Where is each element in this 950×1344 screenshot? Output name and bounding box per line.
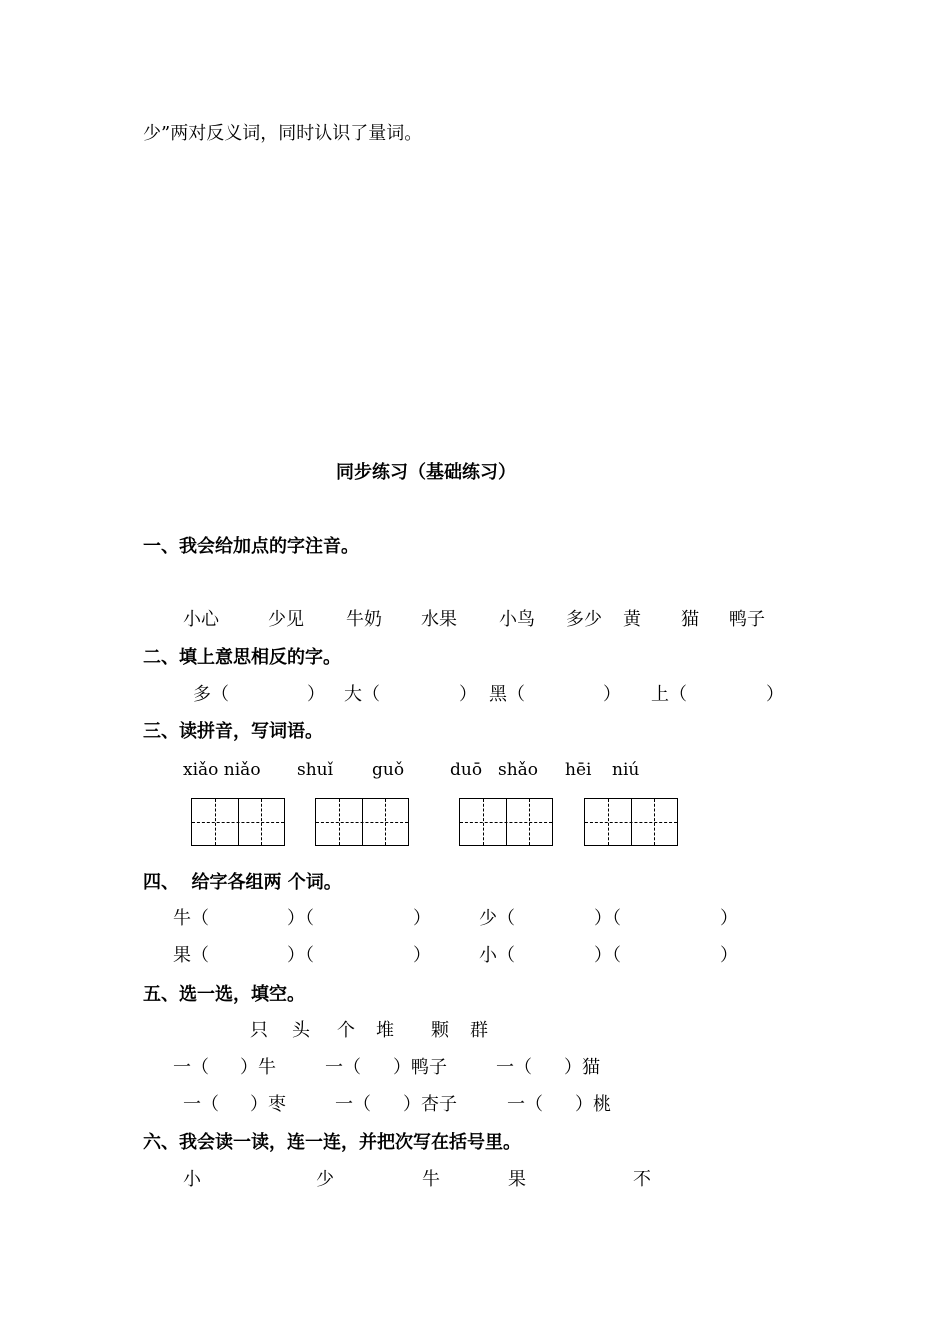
section-3-heading: 三、读拼音，写词语。	[143, 721, 323, 742]
word-group-item: ）（	[287, 908, 314, 929]
fill-item: 一（	[496, 1057, 532, 1078]
word-group-item: 果（	[173, 945, 209, 966]
measure-word-choice: 只	[250, 1020, 268, 1041]
section-1-heading: 一、我会给加点的字注音。	[143, 536, 359, 557]
blank-item: 上（	[651, 684, 687, 705]
match-char: 少	[316, 1169, 334, 1190]
section-2-heading: 二、填上意思相反的字。	[143, 647, 341, 668]
section-4-heading: 四、 给字各组两 个词。	[143, 872, 342, 893]
fill-item: 一（	[173, 1057, 209, 1078]
word-group-item: 小（	[479, 945, 515, 966]
blank-item: ）	[459, 684, 477, 705]
fill-item: ）杏子	[403, 1094, 457, 1115]
blank-item: ）	[766, 684, 784, 705]
match-char: 不	[633, 1169, 651, 1190]
word: 少见	[268, 609, 304, 630]
measure-word-choice: 个	[337, 1020, 355, 1041]
word-group-item: 少（	[479, 908, 515, 929]
pinyin: hēi	[565, 760, 592, 780]
pinyin: xiǎo niǎo	[183, 760, 261, 780]
page-title: 同步练习（基础练习）	[336, 462, 516, 483]
writing-grid[interactable]	[191, 798, 285, 846]
word: 多少	[566, 609, 602, 630]
word: 牛奶	[346, 609, 382, 630]
intro-tail: 少”两对反义词，同时认识了量词。	[143, 123, 423, 144]
fill-item: 一（	[183, 1094, 219, 1115]
word: 小心	[183, 609, 219, 630]
measure-word-choice: 头	[292, 1020, 310, 1041]
word-group-item: ）	[720, 945, 738, 966]
word-group-item: ）（	[594, 945, 621, 966]
blank-item: 大（	[344, 684, 380, 705]
word: 水果	[421, 609, 457, 630]
fill-item: ）猫	[564, 1057, 600, 1078]
word-group-item: 牛（	[173, 908, 209, 929]
fill-item: 一（	[507, 1094, 543, 1115]
writing-grid[interactable]	[315, 798, 409, 846]
writing-grid[interactable]	[584, 798, 678, 846]
word-group-item: ）	[413, 945, 431, 966]
blank-item: ）	[307, 684, 325, 705]
match-char: 牛	[422, 1169, 440, 1190]
word: 鸭子	[729, 609, 765, 630]
measure-word-choice: 颗	[431, 1020, 449, 1041]
blank-item: 黑（	[489, 684, 525, 705]
blank-item: 多（	[193, 684, 229, 705]
word: 黄	[623, 609, 641, 630]
pinyin: shuǐ	[297, 760, 334, 780]
word-group-item: ）	[413, 908, 431, 929]
pinyin: niú	[612, 760, 640, 780]
fill-item: ）枣	[250, 1094, 286, 1115]
word-group-item: ）（	[287, 945, 314, 966]
word-group-item: ）（	[594, 908, 621, 929]
writing-grid[interactable]	[459, 798, 553, 846]
fill-item: ）桃	[575, 1094, 611, 1115]
measure-word-choice: 群	[470, 1020, 488, 1041]
word-group-item: ）	[720, 908, 738, 929]
pinyin: guǒ	[372, 760, 405, 780]
measure-word-choice: 堆	[376, 1020, 394, 1041]
fill-item: 一（	[325, 1057, 361, 1078]
fill-item: 一（	[335, 1094, 371, 1115]
match-char: 小	[183, 1169, 201, 1190]
pinyin: duō	[450, 760, 483, 780]
fill-item: ）牛	[240, 1057, 276, 1078]
section-6-heading: 六、我会读一读，连一连，并把次写在括号里。	[143, 1132, 521, 1153]
fill-item: ）鸭子	[393, 1057, 447, 1078]
blank-item: ）	[603, 684, 621, 705]
section-5-heading: 五、选一选，填空。	[143, 984, 305, 1005]
match-char: 果	[508, 1169, 526, 1190]
word: 小鸟	[499, 609, 535, 630]
pinyin: shǎo	[498, 760, 539, 780]
word: 猫	[681, 609, 699, 630]
